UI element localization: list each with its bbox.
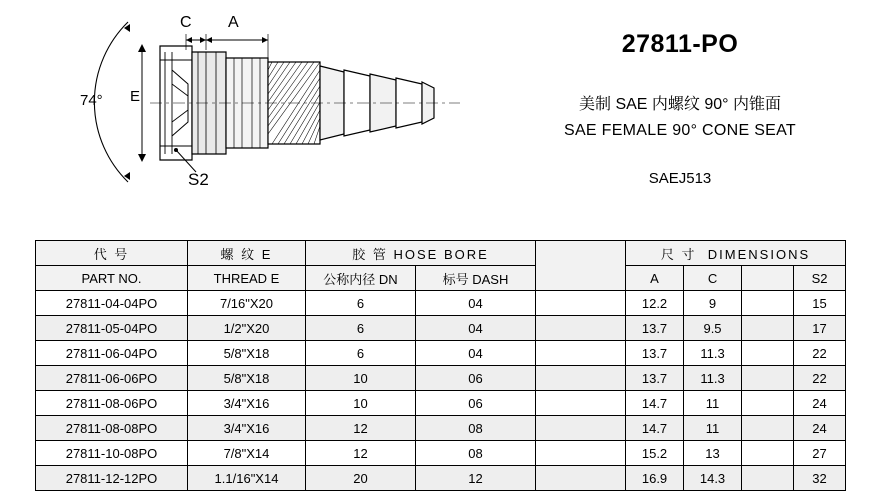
cell-dash: 08 <box>416 441 536 466</box>
cell-dim-blank <box>742 341 794 366</box>
cell-dim-blank <box>742 441 794 466</box>
cell-dim-a: 14.7 <box>626 416 684 441</box>
cell-dn: 10 <box>306 391 416 416</box>
cell-dim-c: 11 <box>684 391 742 416</box>
table-row <box>36 391 846 416</box>
header-dim-a: A <box>626 266 684 291</box>
table-body <box>36 291 846 491</box>
cell-dim-blank <box>742 466 794 491</box>
cell-thread: 5/8"X18 <box>188 341 306 366</box>
cell-spacer <box>536 316 626 341</box>
cell-dim-a: 13.7 <box>626 341 684 366</box>
header-dimensions-group <box>626 241 846 266</box>
header-thread-en: THREAD E <box>188 266 306 291</box>
cell-dim-s2: 22 <box>794 341 846 366</box>
cell-dim-s2: 22 <box>794 366 846 391</box>
header-section <box>0 0 878 225</box>
description-chinese: 美制 SAE 内螺纹 90° 内锥面 <box>579 96 781 113</box>
cell-thread: 3/4"X16 <box>188 416 306 441</box>
cell-part-no: 27811-08-06PO <box>36 391 188 416</box>
cell-dim-s2: 24 <box>794 391 846 416</box>
header-hose-group <box>306 241 536 266</box>
cell-dim-a: 14.7 <box>626 391 684 416</box>
cell-thread: 7/16"X20 <box>188 291 306 316</box>
cell-spacer <box>536 466 626 491</box>
header-spacer-column <box>536 241 626 291</box>
cell-dim-s2: 17 <box>794 316 846 341</box>
table-row <box>36 316 846 341</box>
header-dim-s2: S2 <box>794 266 846 291</box>
cell-spacer <box>536 366 626 391</box>
cell-spacer <box>536 441 626 466</box>
cell-dim-blank <box>742 416 794 441</box>
table-header <box>36 241 846 291</box>
cell-dn: 20 <box>306 466 416 491</box>
cell-thread: 5/8"X18 <box>188 366 306 391</box>
cell-dn: 10 <box>306 366 416 391</box>
standard-code: SAEJ513 <box>648 170 712 187</box>
spec-table-wrapper <box>35 240 845 491</box>
description-english: SAE FEMALE 90° CONE SEAT <box>563 122 797 139</box>
cell-dim-c: 11 <box>684 416 742 441</box>
cell-dim-c: 13 <box>684 441 742 466</box>
header-part-en: PART NO. <box>36 266 188 291</box>
part-title: 27811-PO <box>621 30 739 58</box>
cell-dim-blank <box>742 316 794 341</box>
cell-dash: 04 <box>416 316 536 341</box>
table-row <box>36 466 846 491</box>
cell-spacer <box>536 341 626 366</box>
cell-thread: 7/8"X14 <box>188 441 306 466</box>
dimension-label-c: C <box>180 14 192 31</box>
cell-dim-a: 15.2 <box>626 441 684 466</box>
cell-part-no: 27811-10-08PO <box>36 441 188 466</box>
header-dash: 标号 DASH <box>416 266 536 291</box>
cell-dim-a: 12.2 <box>626 291 684 316</box>
title-block <box>500 30 860 187</box>
angle-label-74deg: 74° <box>80 92 103 109</box>
cell-part-no: 27811-04-04PO <box>36 291 188 316</box>
header-dim-blank <box>742 266 794 291</box>
header-dn: 公称内径 DN <box>306 266 416 291</box>
header-dim-en: DIMENSIONS <box>707 246 811 262</box>
fitting-drawing-svg <box>20 0 480 225</box>
cell-dn: 12 <box>306 441 416 466</box>
cell-spacer <box>536 391 626 416</box>
table-row <box>36 366 846 391</box>
table-row <box>36 416 846 441</box>
cell-dim-a: 13.7 <box>626 316 684 341</box>
table-row <box>36 341 846 366</box>
cell-dim-c: 9.5 <box>684 316 742 341</box>
cell-part-no: 27811-08-08PO <box>36 416 188 441</box>
header-hose-en: HOSE BORE <box>393 246 489 262</box>
cell-dash: 08 <box>416 416 536 441</box>
dimension-label-s2: S2 <box>188 170 209 189</box>
cell-dim-a: 13.7 <box>626 366 684 391</box>
cell-spacer <box>536 416 626 441</box>
cell-dim-s2: 27 <box>794 441 846 466</box>
table-row <box>36 291 846 316</box>
cell-dn: 6 <box>306 316 416 341</box>
table-header-row-2 <box>36 266 846 291</box>
cell-dim-blank <box>742 366 794 391</box>
cell-dash: 04 <box>416 341 536 366</box>
cell-dim-s2: 15 <box>794 291 846 316</box>
cell-dim-s2: 32 <box>794 466 846 491</box>
cell-thread: 1.1/16"X14 <box>188 466 306 491</box>
cell-part-no: 27811-05-04PO <box>36 316 188 341</box>
table-row <box>36 441 846 466</box>
cell-dash: 12 <box>416 466 536 491</box>
cell-dn: 6 <box>306 291 416 316</box>
cell-dash: 06 <box>416 391 536 416</box>
cell-dim-blank <box>742 291 794 316</box>
cell-dn: 6 <box>306 341 416 366</box>
header-dim-cn: 尺 寸 <box>660 246 697 262</box>
header-part-cn: 代 号 <box>36 241 188 266</box>
cell-thread: 3/4"X16 <box>188 391 306 416</box>
cell-dash: 04 <box>416 291 536 316</box>
header-dim-c: C <box>684 266 742 291</box>
cell-dim-c: 9 <box>684 291 742 316</box>
cell-dim-c: 11.3 <box>684 341 742 366</box>
cell-part-no: 27811-06-06PO <box>36 366 188 391</box>
cell-part-no: 27811-06-04PO <box>36 341 188 366</box>
cell-thread: 1/2"X20 <box>188 316 306 341</box>
cell-part-no: 27811-12-12PO <box>36 466 188 491</box>
cell-dim-a: 16.9 <box>626 466 684 491</box>
header-thread-cn: 螺 纹 E <box>188 241 306 266</box>
cell-dim-blank <box>742 391 794 416</box>
dimension-label-e: E <box>130 88 141 105</box>
table-header-row-1 <box>36 241 846 266</box>
cell-dash: 06 <box>416 366 536 391</box>
cell-spacer <box>536 291 626 316</box>
cell-dim-s2: 24 <box>794 416 846 441</box>
cell-dn: 12 <box>306 416 416 441</box>
header-hose-cn: 胶 管 <box>352 246 388 262</box>
cell-dim-c: 11.3 <box>684 366 742 391</box>
fitting-technical-drawing <box>20 0 480 225</box>
cell-dim-c: 14.3 <box>684 466 742 491</box>
dimension-label-a: A <box>228 14 239 31</box>
specification-table <box>35 240 846 491</box>
